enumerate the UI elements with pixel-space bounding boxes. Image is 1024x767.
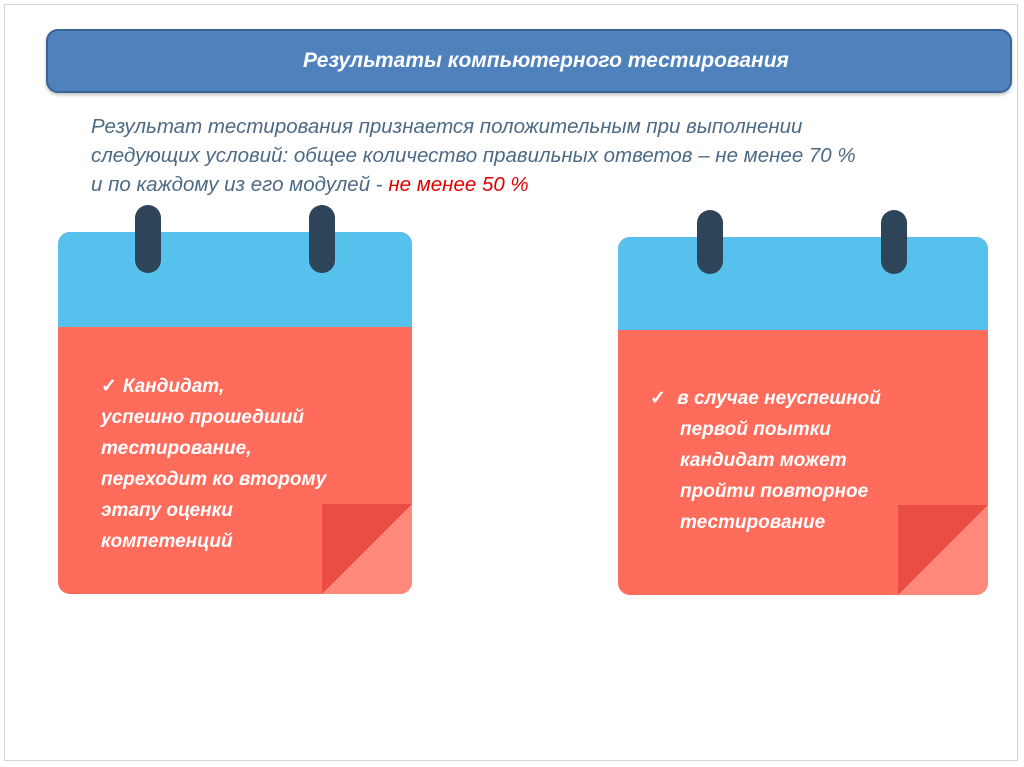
card-pass-line-0: Кандидат, (122, 376, 225, 397)
card-pass-text (101, 371, 391, 557)
intro-highlight: не менее 50 % (388, 173, 529, 196)
calendar-ring-icon (309, 205, 335, 273)
card-retry-line-0: в случае неуспешной (677, 388, 881, 409)
card-pass-line-1: успешно прошедший (101, 407, 304, 428)
intro-paragraph (91, 112, 971, 199)
checkmark-icon: ✓ (101, 376, 117, 397)
card-retry-text (650, 383, 950, 538)
intro-line-1: Результат тестирования признается положительным при выполнении (91, 115, 803, 138)
intro-line-3 (91, 170, 971, 199)
intro-line-2: следующих условий: общее количество правильных ответов – не менее 70 % (91, 144, 856, 167)
calendar-ring-icon (697, 210, 723, 274)
calendar-header (618, 237, 988, 330)
card-retry-line-3: пройти повторное (680, 481, 869, 502)
calendar-ring-icon (135, 205, 161, 273)
intro-line-3-text: и по каждому из его модулей - (91, 173, 389, 196)
card-retry-line-4: тестирование (680, 512, 826, 533)
calendar-header (58, 232, 412, 327)
card-retry-line-2: кандидат может (680, 450, 847, 471)
card-pass-line-4: этапу оценки (101, 500, 233, 521)
card-pass-line-2: тестирование, (101, 438, 252, 459)
title-banner (46, 29, 1012, 93)
checkmark-icon: ✓ (650, 388, 666, 409)
card-pass-line-3: переходит ко второму (101, 469, 327, 490)
card-pass-line-5: компетенций (101, 531, 233, 552)
card-pass-first-line (101, 371, 391, 402)
card-retry-first-line (650, 383, 950, 414)
calendar-ring-icon (881, 210, 907, 274)
card-retry-line-1: первой поытки (680, 419, 831, 440)
slide-title: Результаты компьютерного тестирования (303, 49, 789, 72)
